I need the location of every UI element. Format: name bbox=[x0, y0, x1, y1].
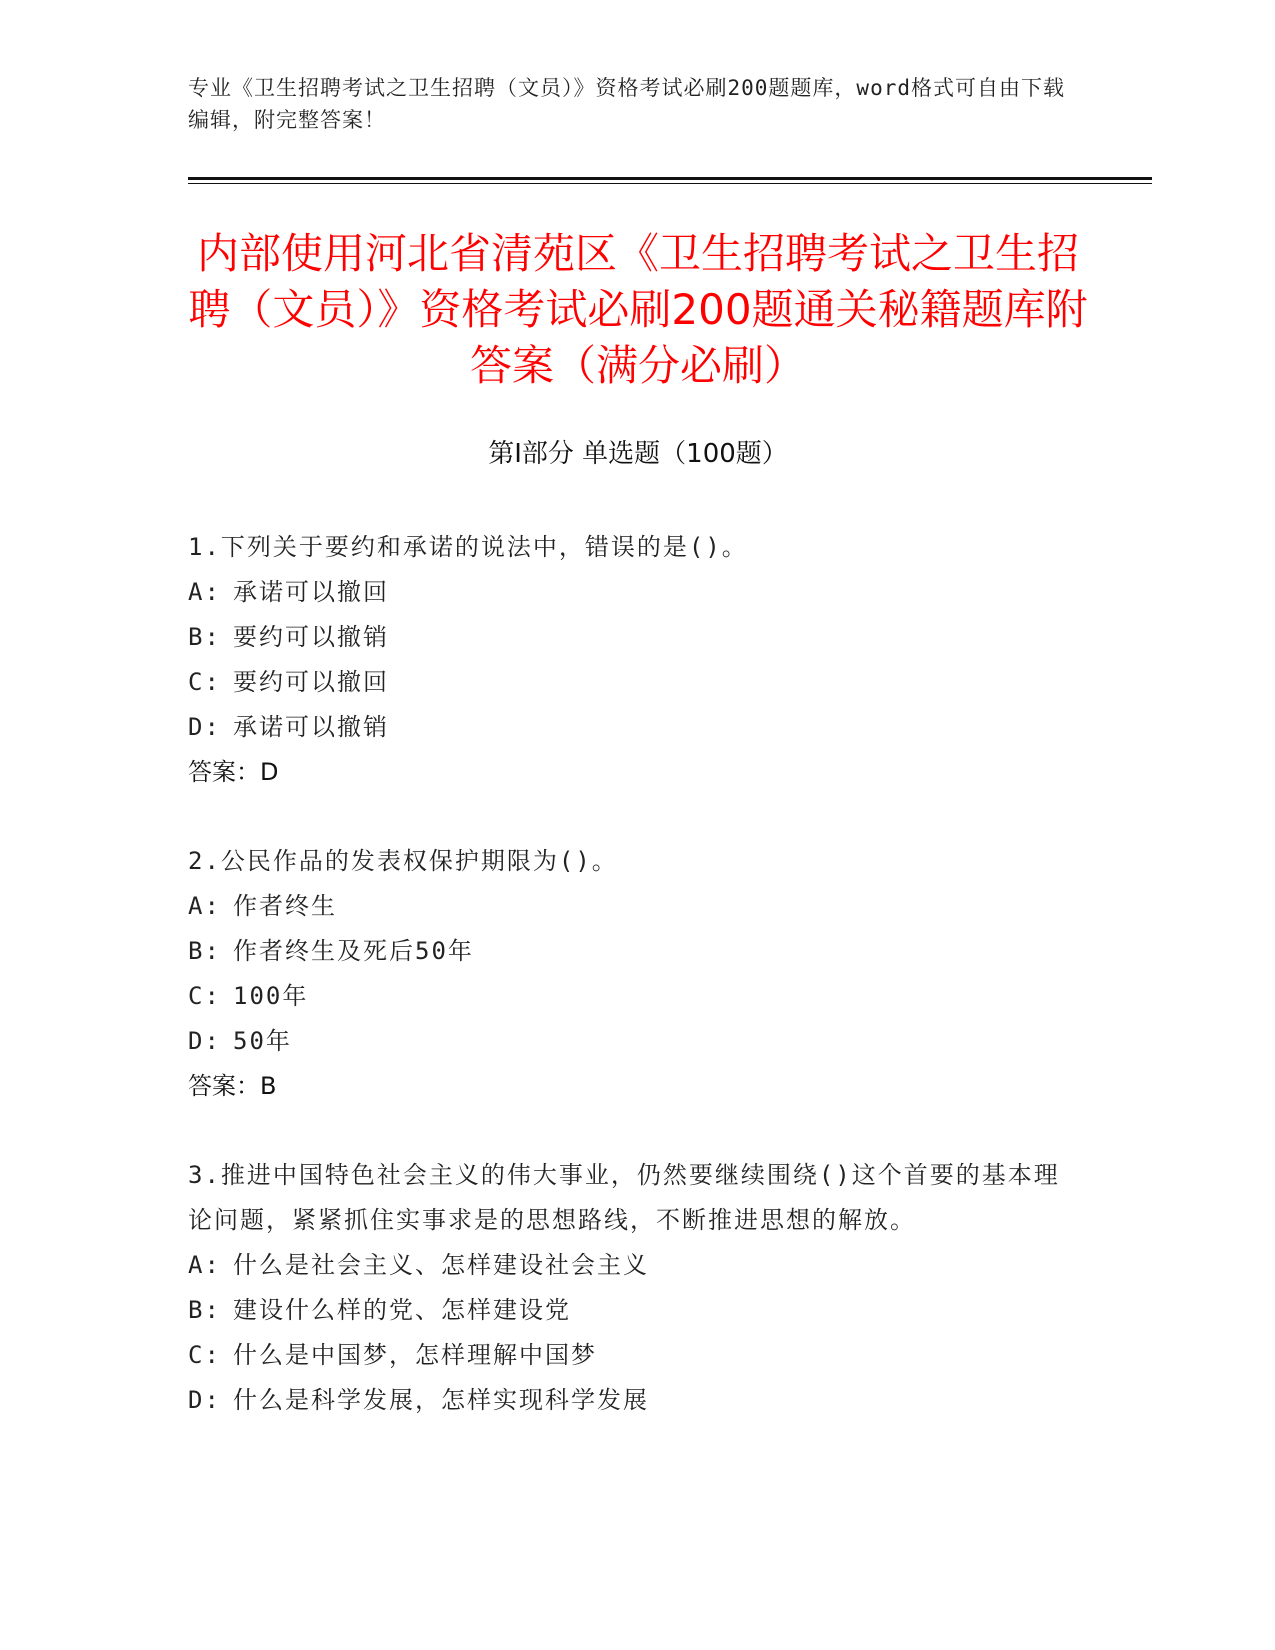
option-text: 作者终生 bbox=[233, 892, 337, 920]
option-key: B: bbox=[188, 623, 221, 651]
answer-line bbox=[188, 750, 1068, 795]
question-stem: 3.推进中国特色社会主义的伟大事业，仍然要继续围绕()这个首要的基本理论问题，紧紧抓住实事求是的思想路线，不断推进思想的解放。 bbox=[188, 1161, 1060, 1234]
answer-line bbox=[188, 1064, 1068, 1109]
option-text: 承诺可以撤销 bbox=[233, 713, 389, 741]
option-text: 建设什么样的党、怎样建设党 bbox=[233, 1296, 571, 1324]
option-c bbox=[188, 974, 1068, 1019]
option-key: B: bbox=[188, 1296, 221, 1324]
option-key: C: bbox=[188, 668, 221, 696]
option-a bbox=[188, 570, 1068, 615]
option-text: 什么是科学发展，怎样实现科学发展 bbox=[233, 1386, 649, 1414]
header-note: 专业《卫生招聘考试之卫生招聘（文员）》资格考试必刷200题题库，word格式可自由下载编辑，附完整答案！ bbox=[188, 76, 1065, 132]
option-key: A: bbox=[188, 578, 221, 606]
option-key: D: bbox=[188, 1027, 221, 1055]
header-rule-thin bbox=[188, 183, 1152, 184]
question-1 bbox=[188, 525, 1068, 795]
option-key: B: bbox=[188, 937, 221, 965]
option-key: D: bbox=[188, 1386, 221, 1414]
option-text: 50年 bbox=[233, 1027, 292, 1055]
option-b bbox=[188, 615, 1068, 660]
question-stem: 2.公民作品的发表权保护期限为()。 bbox=[188, 847, 618, 875]
option-text: 什么是中国梦，怎样理解中国梦 bbox=[233, 1341, 597, 1369]
option-text: 要约可以撤回 bbox=[233, 668, 389, 696]
question-3 bbox=[188, 1153, 1068, 1423]
option-a bbox=[188, 1243, 1068, 1288]
option-text: 作者终生及死后50年 bbox=[233, 937, 474, 965]
answer-value: B bbox=[260, 1072, 277, 1100]
option-b bbox=[188, 1288, 1068, 1333]
answer-label: 答案： bbox=[188, 758, 260, 786]
document-title: 内部使用河北省清苑区《卫生招聘考试之卫生招聘（文员）》资格考试必刷200题通关秘籍题库附答案（满分必刷） bbox=[188, 229, 1088, 390]
header-rule-thick bbox=[188, 177, 1152, 180]
option-key: D: bbox=[188, 713, 221, 741]
option-c bbox=[188, 1333, 1068, 1378]
question-2 bbox=[188, 839, 1068, 1109]
option-key: A: bbox=[188, 1251, 221, 1279]
option-key: C: bbox=[188, 982, 221, 1010]
option-text: 什么是社会主义、怎样建设社会主义 bbox=[233, 1251, 649, 1279]
option-c bbox=[188, 660, 1068, 705]
question-stem: 1.下列关于要约和承诺的说法中，错误的是()。 bbox=[188, 533, 748, 561]
answer-value: D bbox=[260, 758, 279, 786]
option-text: 承诺可以撤回 bbox=[233, 578, 389, 606]
option-text: 100年 bbox=[233, 982, 309, 1010]
section-title: 第Ⅰ部分 单选题（100题） bbox=[488, 439, 788, 469]
option-a bbox=[188, 884, 1068, 929]
option-text: 要约可以撤销 bbox=[233, 623, 389, 651]
question-list bbox=[188, 525, 1068, 1467]
option-d bbox=[188, 1019, 1068, 1064]
option-d bbox=[188, 1378, 1068, 1423]
option-d bbox=[188, 705, 1068, 750]
option-b bbox=[188, 929, 1068, 974]
option-key: A: bbox=[188, 892, 221, 920]
answer-label: 答案： bbox=[188, 1072, 260, 1100]
option-key: C: bbox=[188, 1341, 221, 1369]
